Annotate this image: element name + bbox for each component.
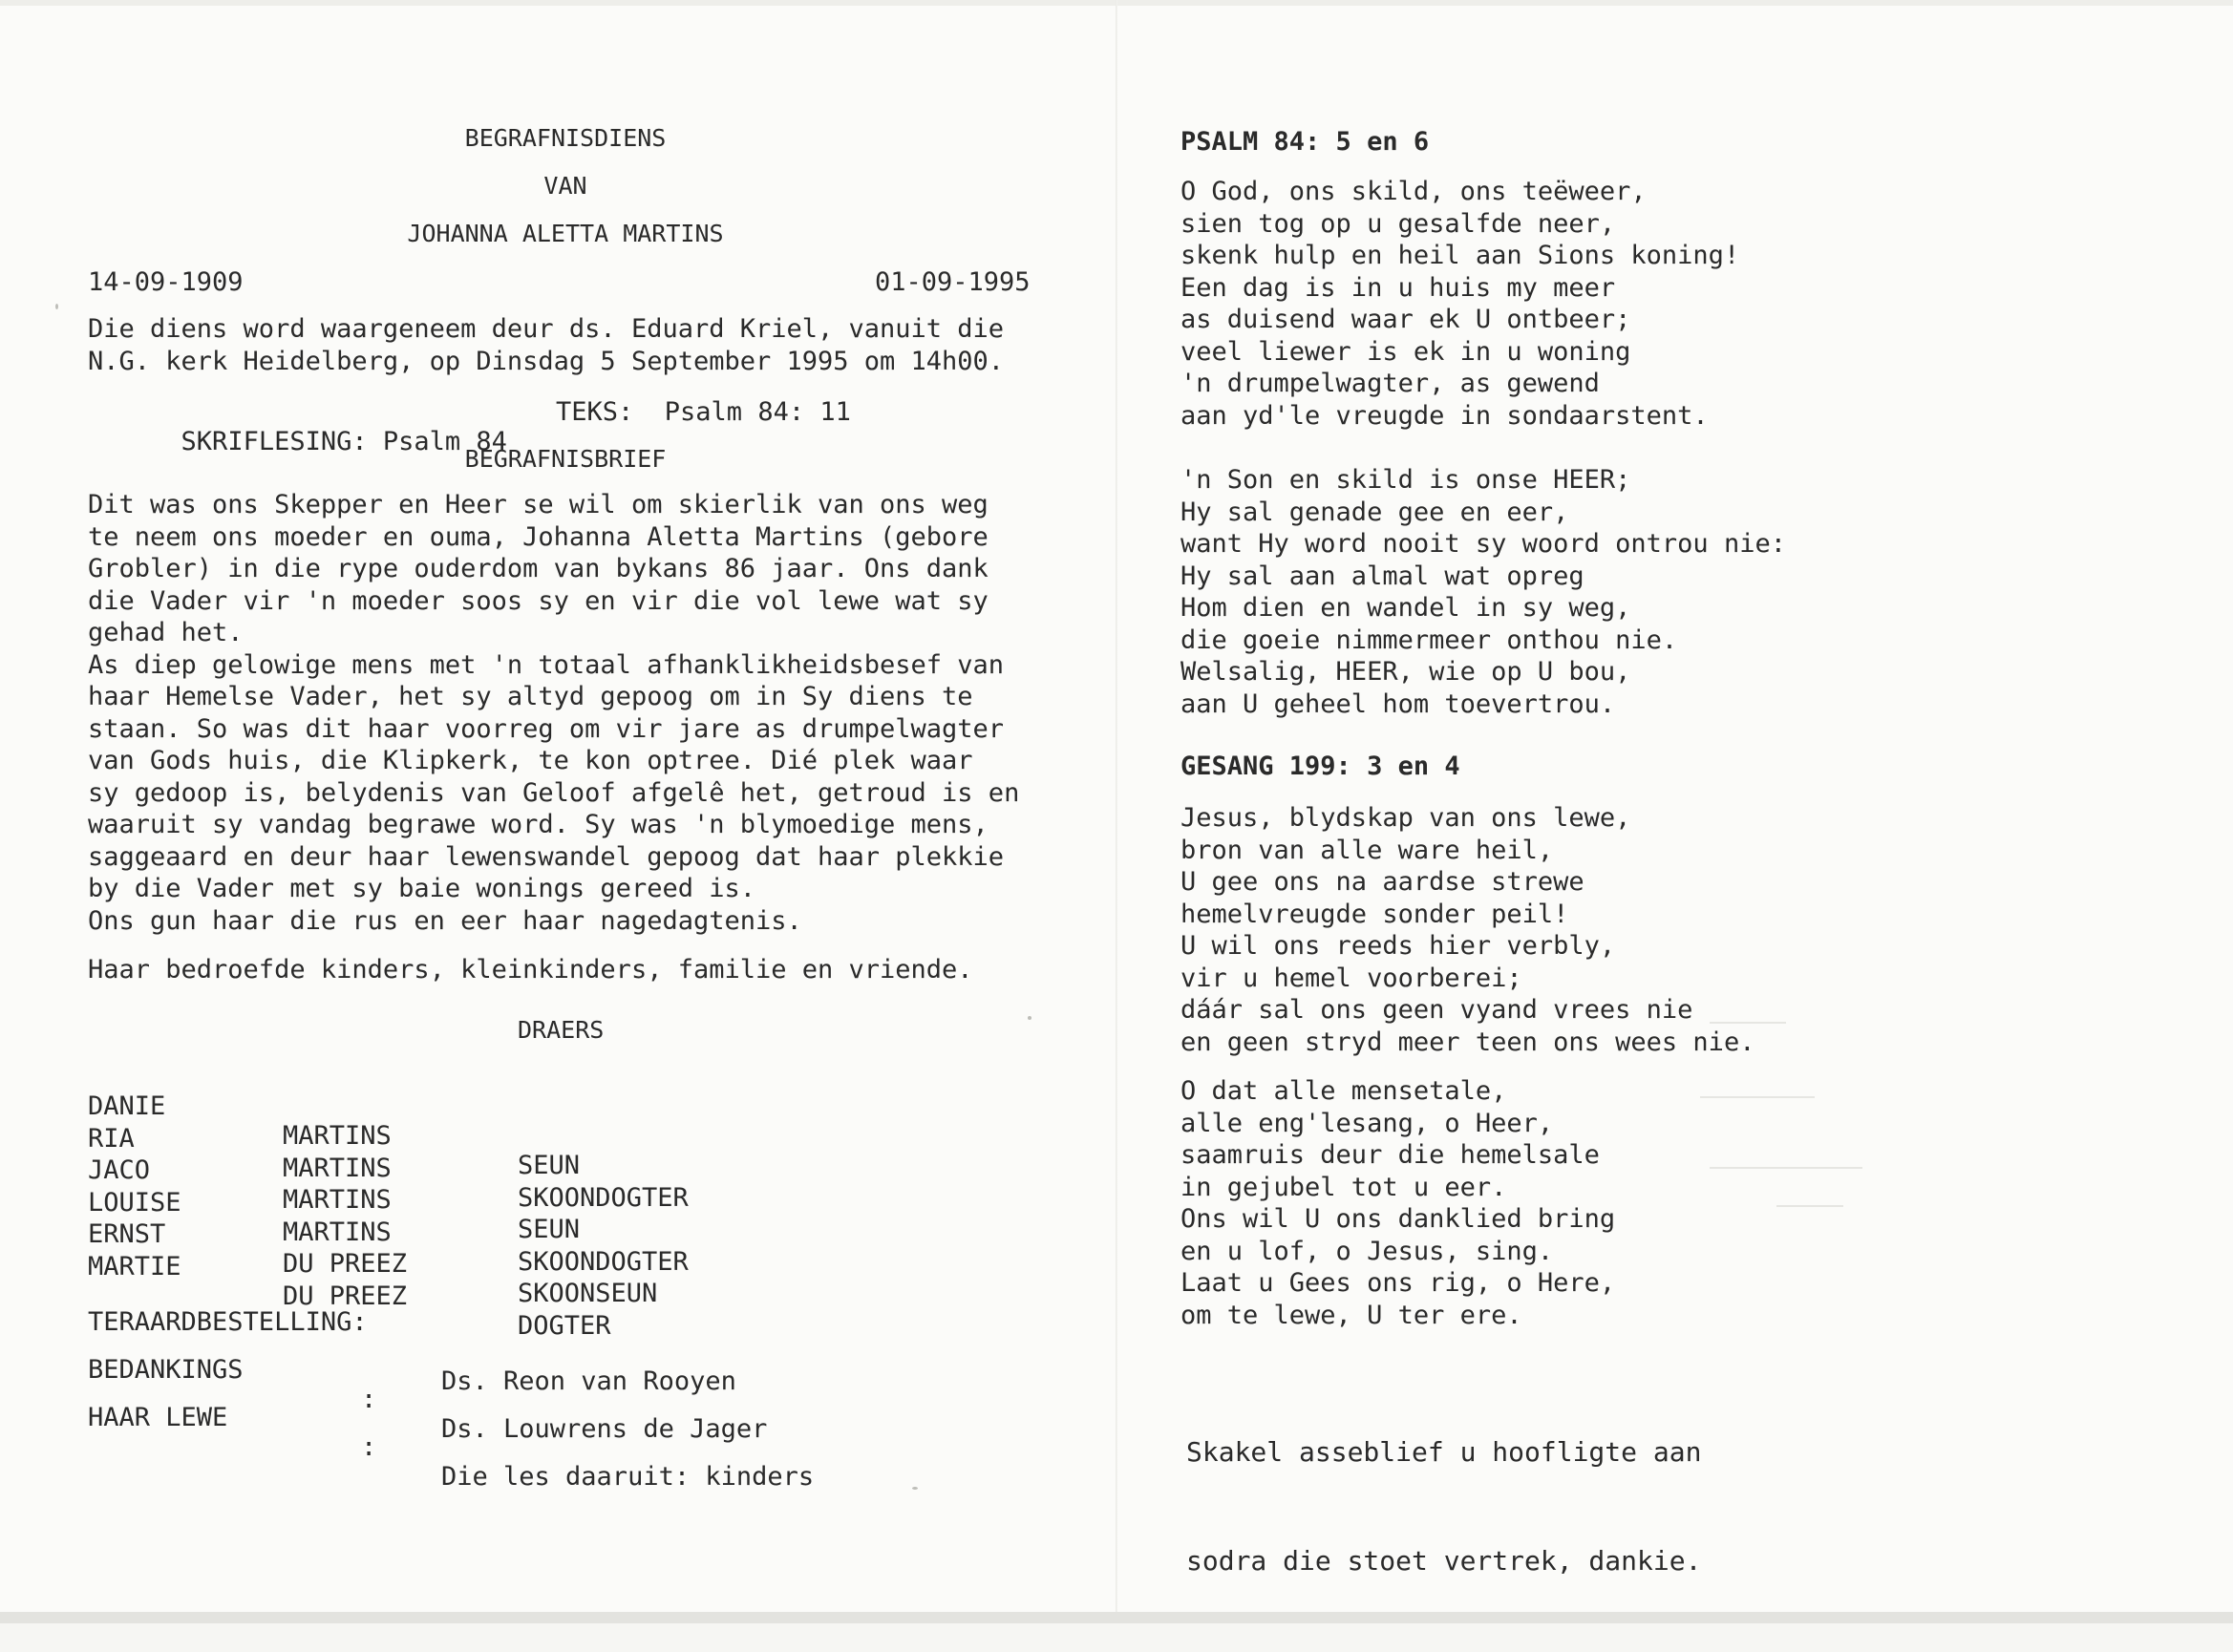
scan-speck — [1028, 1016, 1031, 1020]
intro-line: Die diens word waargeneem deur ds. Eduard Kriel, vanuit die — [88, 314, 1005, 344]
eulogy-line: te neem ons moeder en ouma, Johanna Aletta Martins (gebore — [88, 521, 989, 552]
bearer-first-name: MARTIE — [88, 1251, 181, 1281]
scripture-reading: SKRIFLESING: Psalm 84 — [181, 427, 507, 456]
eulogy-line: sy gedoop is, belydenis van Geloof afgelê het, getroud is en — [88, 777, 1020, 808]
scan-speck — [55, 304, 58, 309]
psalm-line: O God, ons skild, ons teëweer, — [1180, 177, 1647, 206]
title-line-1: BEGRAFNISDIENS — [464, 124, 667, 152]
psalm-line: sien tog op u gesalfde neer, — [1180, 208, 1616, 239]
hymn-line: saamruis deur die hemelsale — [1180, 1140, 1600, 1170]
hymn-stanza-1 — [1180, 802, 2136, 1058]
bearers-title: DRAERS — [518, 1016, 605, 1044]
eulogy-line: van Gods huis, die Klipkerk, te kon optree. Dié plek waar — [88, 746, 973, 775]
family-signoff: Haar bedroefde kinders, kleinkinders, familie en vriende. — [88, 955, 973, 985]
bearer-surname: MARTINS — [283, 1153, 392, 1183]
psalm-line: Een dag is in u huis my meer — [1180, 272, 1616, 303]
death-date: 01-09-1995 — [875, 267, 1031, 297]
hymn-line: en geen stryd meer teen ons wees nie. — [1180, 1027, 1755, 1057]
psalm-stanza-1 — [1180, 176, 2136, 432]
psalm-line: die goeie nimmermeer onthou nie. — [1180, 625, 1678, 655]
psalm-line: veel liewer is ek in u woning — [1180, 336, 1631, 367]
bearer-surname: MARTINS — [283, 1185, 392, 1215]
hymn-line: Laat u Gees ons rig, o Here, — [1180, 1268, 1616, 1298]
hymn-line: in gejubel tot u eer. — [1180, 1172, 1507, 1202]
bleed-through-mark — [1710, 1022, 1786, 1024]
scan-speck — [912, 1487, 918, 1490]
bearer-surname: MARTINS — [283, 1121, 392, 1151]
hymn-line: bron van alle ware heil, — [1180, 835, 1554, 865]
eulogy-line: saggeaard en deur haar lewenswandel gepoog dat haar plekkie — [88, 841, 1005, 872]
bearer-relation: SEUN — [518, 1215, 581, 1244]
eulogy-line: Ons gun haar die rus en eer haar nagedagtenis. — [88, 905, 802, 936]
hymn-line: O dat alle mensetale, — [1180, 1076, 1507, 1106]
hymn-line: hemelvreugde sonder peil! — [1180, 899, 1569, 929]
hymn-line: U wil ons reeds hier verbly, — [1180, 931, 1616, 961]
hymn-line: dáár sal ons geen vyand vrees nie — [1180, 995, 1693, 1025]
eulogy-line: staan. So was dit haar voorreg om vir jare as drumpelwagter — [88, 713, 1005, 744]
eulogy-line: As diep gelowige mens met 'n totaal afhanklikheidsbesef van — [88, 649, 1005, 680]
psalm-line: aan yd'le vreugde in sondaarstent. — [1180, 400, 1709, 431]
center-fold — [1116, 0, 1117, 1623]
role-separator: : — [361, 1385, 377, 1414]
psalm-line: 'n Son en skild is onse HEER; — [1180, 465, 1631, 495]
psalm-line: Hy sal genade gee en eer, — [1180, 497, 1569, 527]
bleed-through-mark — [1700, 1096, 1815, 1098]
role-value: Ds. Reon van Rooyen — [441, 1366, 736, 1396]
bearer-relation: SKOONSEUN — [518, 1279, 658, 1308]
eulogy-body — [88, 489, 1043, 937]
hymn-line: alle eng'lesang, o Heer, — [1180, 1108, 1554, 1138]
bleed-through-mark — [1710, 1167, 1862, 1169]
hymn-line: en u lof, o Jesus, sing. — [1180, 1236, 1554, 1266]
eulogy-line: waaruit sy vandag begrawe word. Sy was 'n blymoedige mens, — [88, 810, 989, 839]
bearer-first-name: ERNST — [88, 1219, 166, 1249]
bearer-first-name: RIA — [88, 1123, 135, 1154]
psalm-line: want Hy word nooit sy woord ontrou nie: — [1180, 529, 1786, 559]
psalm-line: skenk hulp en heil aan Sions koning! — [1180, 241, 1740, 270]
intro-line: N.G. kerk Heidelberg, op Dinsdag 5 September 1995 om 14h00. — [88, 346, 1005, 376]
bleed-through-mark — [1776, 1205, 1843, 1207]
role-label: TERAARDBESTELLING: — [88, 1307, 368, 1337]
hymn-heading-text: GESANG 199: 3 en 4 — [1180, 752, 1460, 781]
psalm-line: 'n drumpelwagter, as gewend — [1180, 369, 1600, 398]
psalm-line: Hom dien en wandel in sy weg, — [1180, 593, 1631, 623]
eulogy-line: gehad het. — [88, 618, 244, 647]
title-line-3: JOHANNA ALETTA MARTINS — [407, 220, 724, 247]
hymn-line: om te lewe, U ter ere. — [1180, 1300, 1522, 1330]
bearer-surname: DU PREEZ — [283, 1249, 408, 1279]
eulogy-line: Dit was ons Skepper en Heer se wil om skierlik van ons weg — [88, 490, 989, 519]
psalm-stanza-2 — [1180, 464, 2136, 720]
notice-line: Skakel asseblief u hoofligte aan — [1186, 1436, 1702, 1468]
notice-line: sodra die stoet vertrek, dankie. — [1186, 1545, 1702, 1577]
hymn-heading — [1180, 751, 2136, 783]
hymn-line: U gee ons na aardse strewe — [1180, 867, 1584, 897]
bearer-relation: SKOONDOGTER — [518, 1182, 689, 1213]
birth-date: 14-09-1909 — [88, 267, 244, 297]
psalm-line: Hy sal aan almal wat opreg — [1180, 561, 1584, 591]
role-label: HAAR LEWE — [88, 1403, 228, 1432]
bearer-first-name: LOUISE — [88, 1187, 181, 1218]
role-value: Die les daaruit: kinders — [441, 1462, 815, 1492]
eulogy-title: BEGRAFNISBRIEF — [464, 445, 667, 473]
headlights-notice — [1186, 1362, 2046, 1652]
role-separator: : — [361, 1432, 377, 1462]
psalm-line: as duisend waar ek U ontbeer; — [1180, 305, 1631, 334]
eulogy-line: by die Vader met sy baie wonings gereed is. — [88, 874, 755, 903]
bearer-relation: DOGTER — [518, 1310, 611, 1341]
eulogy-line: die Vader vir 'n moeder soos sy en vir die vol lewe wat sy — [88, 585, 989, 616]
bearer-surname: MARTINS — [283, 1217, 392, 1247]
role-value: Ds. Louwrens de Jager — [441, 1414, 768, 1444]
role-label: BEDANKINGS — [88, 1355, 244, 1385]
hymn-stanza-2 — [1180, 1075, 2136, 1331]
psalm-line: aan U geheel hom toevertrou. — [1180, 688, 1616, 719]
psalm-heading-text: PSALM 84: 5 en 6 — [1180, 127, 1430, 157]
bearer-first-name: JACO — [88, 1155, 151, 1185]
bearer-first-name: DANIE — [88, 1091, 166, 1121]
service-intro — [88, 313, 1043, 377]
hymn-line: Jesus, blydskap van ons lewe, — [1180, 803, 1631, 833]
psalm-line: Welsalig, HEER, wie op U bou, — [1180, 657, 1631, 687]
bearer-relation: SEUN — [518, 1151, 581, 1180]
bearer-relation: SKOONDOGTER — [518, 1246, 689, 1277]
psalm-heading — [1180, 126, 2136, 159]
eulogy-line: haar Hemelse Vader, het sy altyd gepoog om in Sy diens te — [88, 682, 973, 711]
hymn-line: Ons wil U ons danklied bring — [1180, 1204, 1616, 1234]
title-line-2: VAN — [543, 172, 587, 200]
hymn-line: vir u hemel voorberei; — [1180, 963, 1522, 993]
sermon-text: TEKS: Psalm 84: 11 — [556, 397, 851, 427]
eulogy-line: Grobler) in die rype ouderdom van bykans 86 jaar. Ons dank — [88, 554, 989, 583]
bearer-surname: DU PREEZ — [283, 1281, 408, 1311]
